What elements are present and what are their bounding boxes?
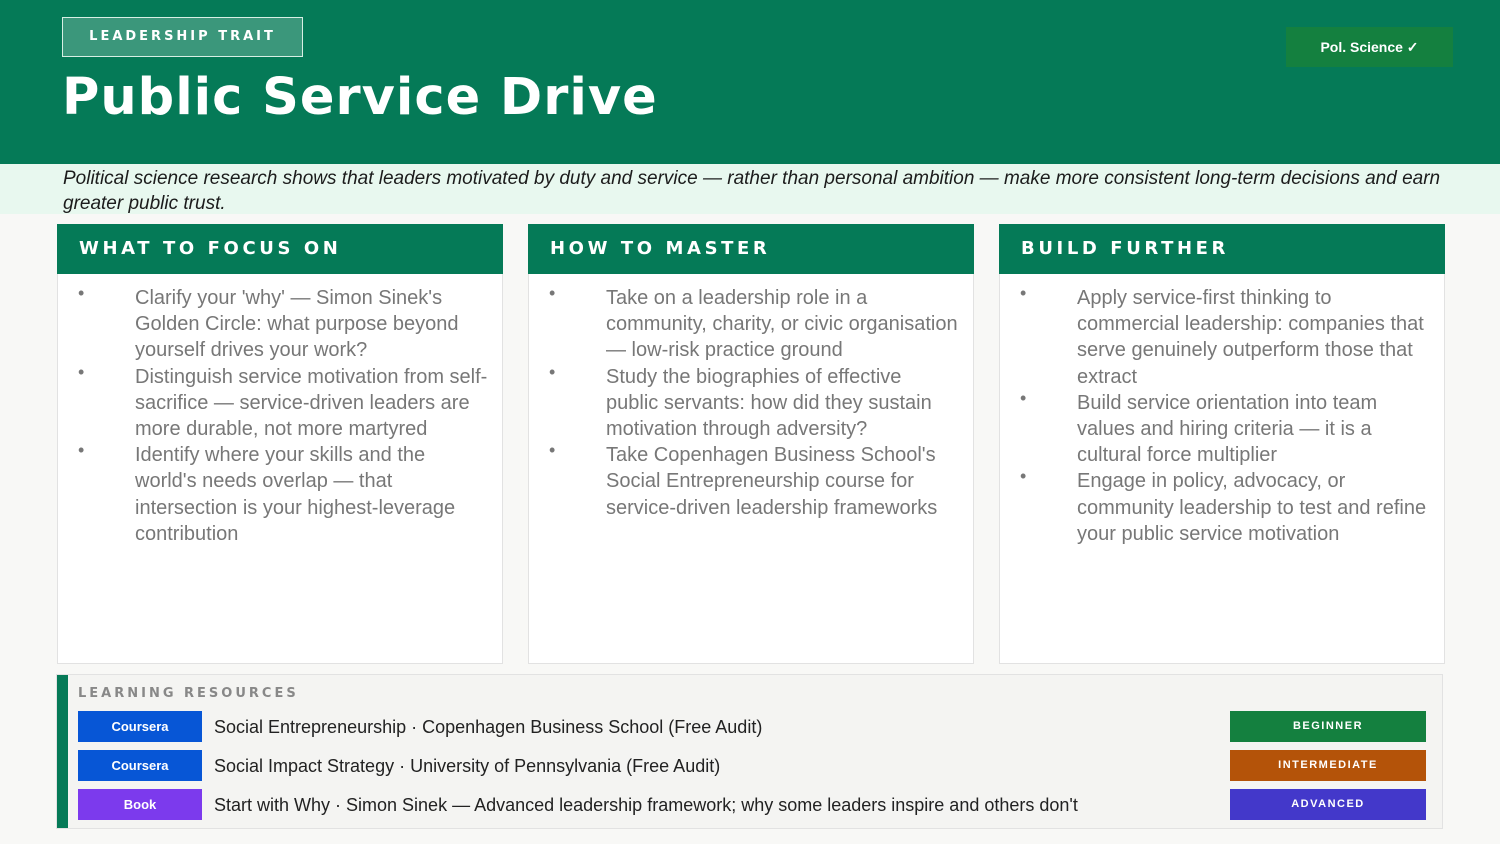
bullet-icon: • [549, 283, 556, 303]
card-list [1000, 285, 1440, 547]
trait-tag: LEADERSHIP TRAIT [62, 17, 303, 57]
list-item [529, 442, 969, 521]
card-title: HOW TO MASTER [528, 224, 974, 274]
resources-heading: LEARNING RESOURCES [78, 686, 299, 701]
list-item-text: Apply service-first thinking to commercial leadership: companies that serve genuinely outperform those that extract [1077, 287, 1424, 388]
list-item [1000, 387, 1440, 469]
card-list [58, 285, 498, 547]
card-build-further [999, 224, 1445, 664]
card-title: WHAT TO FOCUS ON [57, 224, 503, 274]
level-badge: BEGINNER [1230, 711, 1426, 742]
card-what-to-focus-on [57, 224, 503, 664]
list-item [58, 361, 498, 443]
bullet-icon: • [549, 440, 556, 461]
card-title: BUILD FURTHER [999, 224, 1445, 274]
bullet-icon: • [78, 440, 85, 461]
resource-row[interactable] [57, 711, 1442, 743]
resource-type-badge: Coursera [78, 711, 202, 742]
resource-row[interactable] [57, 789, 1442, 821]
list-item-text: Study the biographies of effective public servants: how did they sustain motivation through adversity? [606, 365, 932, 441]
level-badge: ADVANCED [1230, 789, 1426, 820]
resource-row[interactable] [57, 750, 1442, 782]
bullet-icon: • [1020, 387, 1027, 408]
list-item [58, 442, 498, 547]
list-item [1000, 468, 1440, 547]
card-how-to-master [528, 224, 974, 664]
resource-type-badge: Coursera [78, 750, 202, 781]
list-item [1000, 285, 1440, 390]
list-item-text: Take on a leadership role in a community, charity, or civic organisation — low-risk practice ground [606, 287, 958, 362]
learning-resources-panel [56, 674, 1443, 829]
resource-type-badge: Book [78, 789, 202, 820]
list-item [529, 285, 969, 364]
resource-title[interactable]: Social Impact Strategy · University of Pennsylvania (Free Audit) [214, 756, 721, 776]
list-item-text: Take Copenhagen Business School's Social Entrepreneurship course for service-driven leadership frameworks [606, 444, 938, 519]
list-item-text: Distinguish service motivation from self-sacrifice — service-driven leaders are more durable, not more martyred [135, 365, 488, 441]
list-item-text: Clarify your 'why' — Simon Sinek's Golden Circle: what purpose beyond yourself drives your work? [135, 287, 459, 362]
resource-title[interactable]: Start with Why · Simon Sinek — Advanced leadership framework; why some leaders inspire and others don't [214, 795, 1078, 815]
list-item-text: Engage in policy, advocacy, or community leadership to test and refine your public service motivation [1077, 470, 1427, 545]
list-item [529, 361, 969, 443]
list-item-text: Identify where your skills and the world's needs overlap — that intersection is your highest-leverage contribution [135, 444, 456, 545]
list-item-text: Build service orientation into team values and hiring criteria — it is a cultural force multiplier [1077, 391, 1378, 467]
header-band [0, 0, 1500, 164]
bullet-icon: • [1020, 283, 1027, 303]
subject-badge: Pol. Science ✓ [1286, 27, 1453, 67]
list-item [58, 285, 498, 364]
bullet-icon: • [78, 283, 85, 303]
bullet-icon: • [78, 361, 85, 382]
card-list [529, 285, 969, 521]
intro-text: Political science research shows that leaders motivated by duty and service — rather than personal ambition — make more consistent long-term decisions and earn greater public trust. [63, 168, 1441, 214]
level-badge: INTERMEDIATE [1230, 750, 1426, 781]
resource-title[interactable]: Social Entrepreneurship · Copenhagen Business School (Free Audit) [214, 717, 763, 737]
bullet-icon: • [1020, 466, 1027, 487]
bullet-icon: • [549, 361, 556, 382]
page-title: Public Service Drive [62, 68, 658, 127]
